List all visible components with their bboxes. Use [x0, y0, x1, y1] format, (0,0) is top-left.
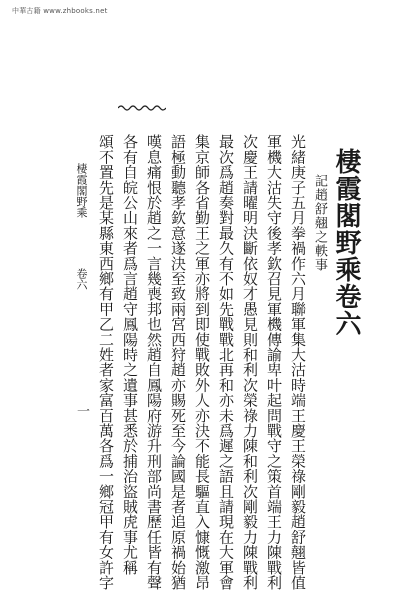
- body-line: 最次爲趙奏對最久有不如先戰戰北再和亦未爲遲之語且請現在大軍會: [217, 134, 235, 590]
- running-volume: 卷六: [75, 268, 88, 290]
- body-line: 集京師各省勤王之軍亦將到即使戰敗外人亦決不能長驅直入慷慨激昂: [193, 134, 211, 590]
- body-line: 軍機大沽失守後孝欽召見軍機傳諭卑叶起問戰守之策首端王力陳戰利: [265, 134, 283, 590]
- body-line: 光緒庚子五月拳禍作六月聯軍集大沽時端王慶王榮祿剛毅趙舒翹皆值: [289, 134, 307, 590]
- running-book-title: 棲霞閣野乘: [75, 163, 88, 218]
- chapter-title: 棲霞閣野乘卷六: [331, 148, 361, 337]
- body-line: 頌不置先是某縣東西鄉有甲乙二姓者家富百萬各爲一鄉冠甲有女許字: [97, 134, 115, 590]
- page-number: 一: [74, 404, 89, 417]
- body-line: 語極動聽孝欽意遂決至致兩宮西狩趙亦賜死至今論國是者追原禍始猶: [169, 134, 187, 590]
- decorative-ornament: [118, 104, 166, 112]
- section-subtitle: 記趙舒翹之軼事: [312, 174, 327, 272]
- body-line: 各有自皖公山來者爲言趙守鳳陽時之遺事甚悉於捕治盜賊虎事尤稱: [121, 134, 139, 575]
- body-line: 嘆息痛恨於趙之一言幾喪邦也然趙自鳳陽府游升刑部尚書歷任皆有聲: [145, 134, 163, 590]
- library-stamp: 中華古籍 www.zhbooks.net: [12, 7, 108, 15]
- body-line: 次慶王請曜明決斷依奴才愚見則和利次榮祿力陳和利次剛毅力陳戰利: [241, 134, 259, 590]
